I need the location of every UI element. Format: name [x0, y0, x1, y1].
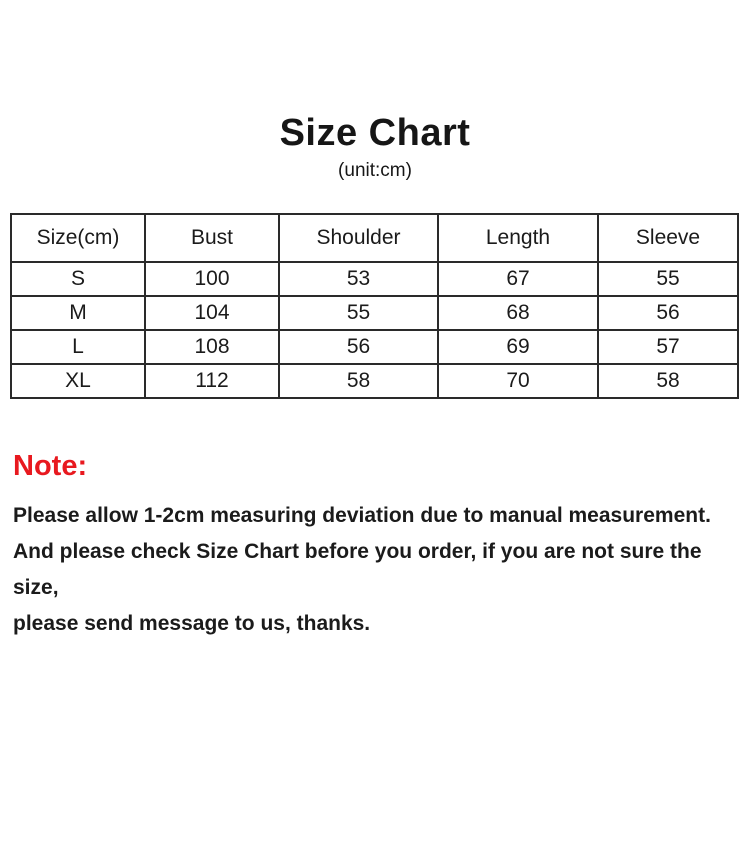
- table-row: [11, 330, 738, 364]
- table-cell: 69: [438, 330, 598, 364]
- table-row: [11, 364, 738, 398]
- table-cell: 104: [145, 296, 279, 330]
- table-cell: 55: [598, 262, 738, 296]
- table-cell: 67: [438, 262, 598, 296]
- table-header-row: [11, 214, 738, 262]
- table-row: [11, 296, 738, 330]
- column-header: Length: [438, 214, 598, 262]
- note-heading: Note:: [13, 449, 88, 482]
- table-cell: 68: [438, 296, 598, 330]
- note-text: [13, 498, 737, 642]
- table-cell: 56: [279, 330, 438, 364]
- size-chart-table: [10, 213, 739, 399]
- table-cell: M: [11, 296, 145, 330]
- table-cell: 55: [279, 296, 438, 330]
- note-line: And please check Size Chart before you order, if you are not sure the size,: [13, 540, 702, 600]
- column-header: Bust: [145, 214, 279, 262]
- note-line: please send message to us, thanks.: [13, 612, 371, 636]
- table-cell: 58: [279, 364, 438, 398]
- table-cell: 70: [438, 364, 598, 398]
- note-line: Please allow 1-2cm measuring deviation due to manual measurement.: [13, 504, 711, 528]
- table-cell: L: [11, 330, 145, 364]
- table-cell: 112: [145, 364, 279, 398]
- column-header: Sleeve: [598, 214, 738, 262]
- column-header: Shoulder: [279, 214, 438, 262]
- table-cell: XL: [11, 364, 145, 398]
- table-cell: 108: [145, 330, 279, 364]
- column-header: Size(cm): [11, 214, 145, 262]
- table-row: [11, 262, 738, 296]
- table-cell: 57: [598, 330, 738, 364]
- page-subtitle: (unit:cm): [338, 159, 412, 181]
- table-body: [11, 262, 738, 398]
- table-cell: 58: [598, 364, 738, 398]
- page-title: Size Chart: [279, 112, 471, 154]
- table-cell: 100: [145, 262, 279, 296]
- table-cell: 56: [598, 296, 738, 330]
- table-cell: 53: [279, 262, 438, 296]
- table-cell: S: [11, 262, 145, 296]
